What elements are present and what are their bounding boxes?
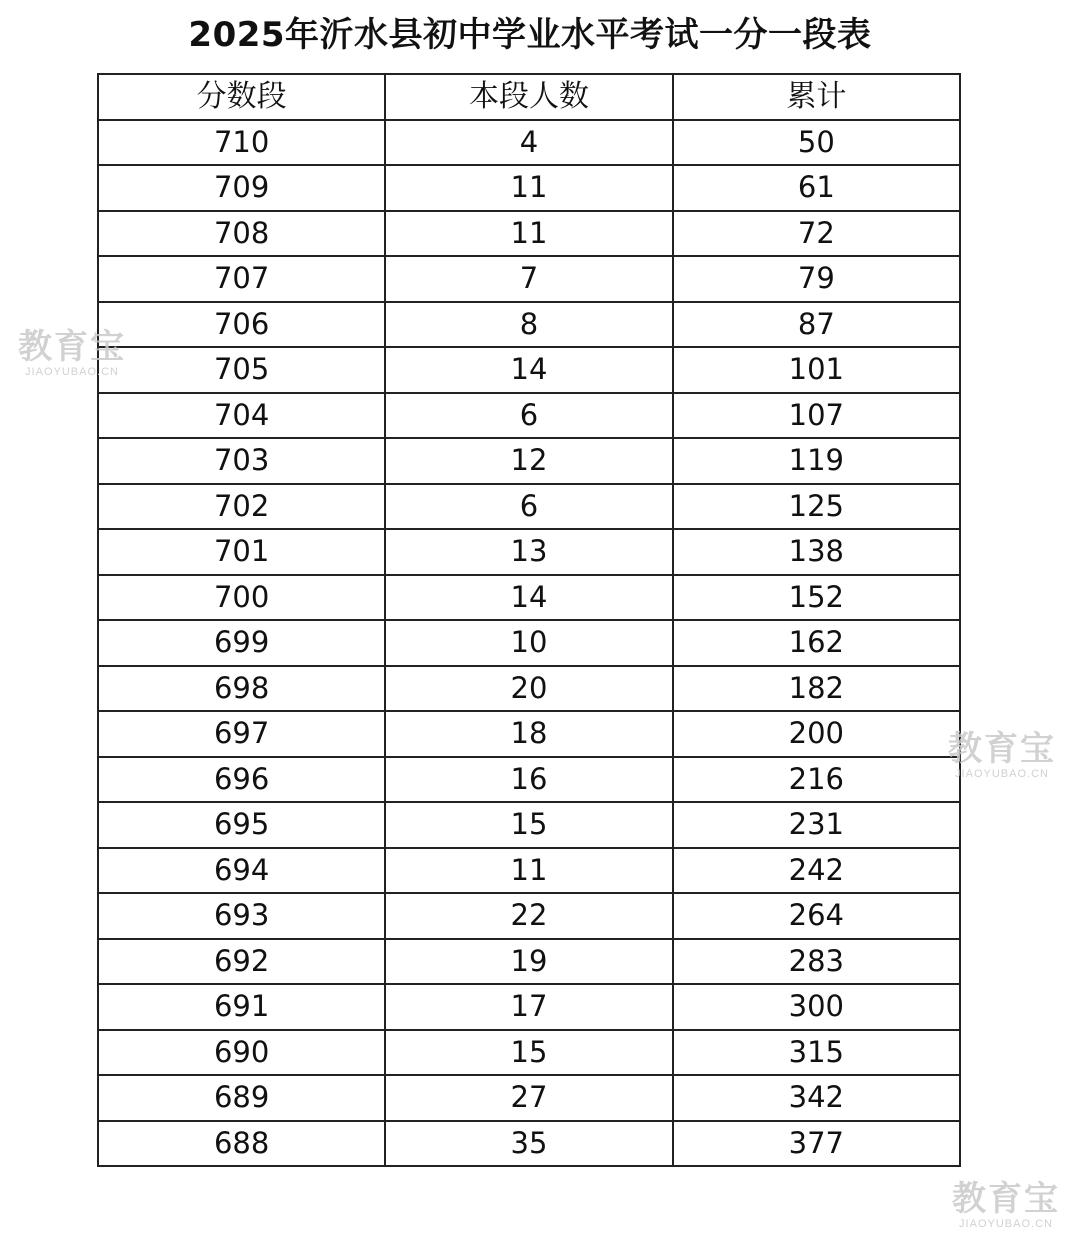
cell-count: 11 [385,165,672,211]
watermark-url: JIAOYUBAO.CN [959,1218,1053,1230]
score-distribution-table [97,73,961,1167]
table-row [98,893,960,939]
cell-cumulative: 283 [673,939,960,985]
cell-score: 706 [98,302,385,348]
watermark-logo [948,730,1056,780]
cell-count: 16 [385,757,672,803]
cell-count: 27 [385,1075,672,1121]
cell-score: 696 [98,757,385,803]
cell-count: 15 [385,1030,672,1076]
cell-score: 708 [98,211,385,257]
cell-cumulative: 200 [673,711,960,757]
column-header-count: 本段人数 [385,74,672,120]
cell-count: 35 [385,1121,672,1167]
cell-cumulative: 138 [673,529,960,575]
cell-cumulative: 119 [673,438,960,484]
table-row [98,256,960,302]
table-row [98,802,960,848]
table-row [98,575,960,621]
cell-count: 12 [385,438,672,484]
cell-cumulative: 125 [673,484,960,530]
cell-cumulative: 72 [673,211,960,257]
watermark-text: 教育宝 [952,1179,1060,1219]
cell-score: 704 [98,393,385,439]
table-row [98,120,960,166]
cell-score: 700 [98,575,385,621]
table-row [98,347,960,393]
cell-count: 13 [385,529,672,575]
cell-cumulative: 231 [673,802,960,848]
cell-score: 705 [98,347,385,393]
watermark-url: JIAOYUBAO.CN [25,366,119,378]
cell-score: 691 [98,984,385,1030]
cell-count: 8 [385,302,672,348]
table-row [98,711,960,757]
table-row [98,211,960,257]
page-title: 2025年沂水县初中学业水平考试一分一段表 [188,15,872,55]
table-row [98,529,960,575]
cell-cumulative: 216 [673,757,960,803]
cell-score: 688 [98,1121,385,1167]
cell-score: 693 [98,893,385,939]
table-row [98,393,960,439]
table-row [98,438,960,484]
table-row [98,302,960,348]
cell-cumulative: 242 [673,848,960,894]
cell-score: 694 [98,848,385,894]
table-row [98,484,960,530]
cell-count: 14 [385,575,672,621]
cell-score: 702 [98,484,385,530]
cell-count: 22 [385,893,672,939]
cell-cumulative: 182 [673,666,960,712]
cell-score: 695 [98,802,385,848]
cell-count: 11 [385,211,672,257]
cell-cumulative: 152 [673,575,960,621]
column-header-cumulative: 累计 [673,74,960,120]
watermark-text: 教育宝 [948,729,1056,769]
cell-score: 699 [98,620,385,666]
table-row [98,848,960,894]
cell-count: 19 [385,939,672,985]
cell-cumulative: 101 [673,347,960,393]
cell-count: 10 [385,620,672,666]
cell-count: 17 [385,984,672,1030]
watermark-url: JIAOYUBAO.CN [955,768,1049,780]
table-row [98,939,960,985]
cell-count: 7 [385,256,672,302]
table-row [98,757,960,803]
cell-score: 707 [98,256,385,302]
cell-cumulative: 300 [673,984,960,1030]
table-row [98,1121,960,1167]
cell-cumulative: 87 [673,302,960,348]
cell-count: 18 [385,711,672,757]
cell-cumulative: 79 [673,256,960,302]
cell-score: 697 [98,711,385,757]
cell-score: 698 [98,666,385,712]
cell-count: 15 [385,802,672,848]
cell-count: 6 [385,484,672,530]
cell-count: 4 [385,120,672,166]
cell-cumulative: 107 [673,393,960,439]
watermark-logo [952,1180,1060,1230]
cell-cumulative: 342 [673,1075,960,1121]
column-header-score: 分数段 [98,74,385,120]
cell-score: 701 [98,529,385,575]
cell-score: 689 [98,1075,385,1121]
cell-score: 710 [98,120,385,166]
table-row [98,620,960,666]
cell-score: 709 [98,165,385,211]
cell-cumulative: 315 [673,1030,960,1076]
cell-cumulative: 61 [673,165,960,211]
cell-score: 692 [98,939,385,985]
table-row [98,165,960,211]
table-row [98,1075,960,1121]
table-row [98,666,960,712]
cell-cumulative: 162 [673,620,960,666]
cell-count: 14 [385,347,672,393]
cell-score: 703 [98,438,385,484]
table-row [98,984,960,1030]
cell-count: 11 [385,848,672,894]
cell-cumulative: 264 [673,893,960,939]
cell-count: 6 [385,393,672,439]
cell-cumulative: 50 [673,120,960,166]
watermark-text: 教育宝 [18,327,126,367]
table-header-row [98,74,960,120]
table-row [98,1030,960,1076]
table-body [98,120,960,1167]
cell-cumulative: 377 [673,1121,960,1167]
cell-count: 20 [385,666,672,712]
cell-score: 690 [98,1030,385,1076]
